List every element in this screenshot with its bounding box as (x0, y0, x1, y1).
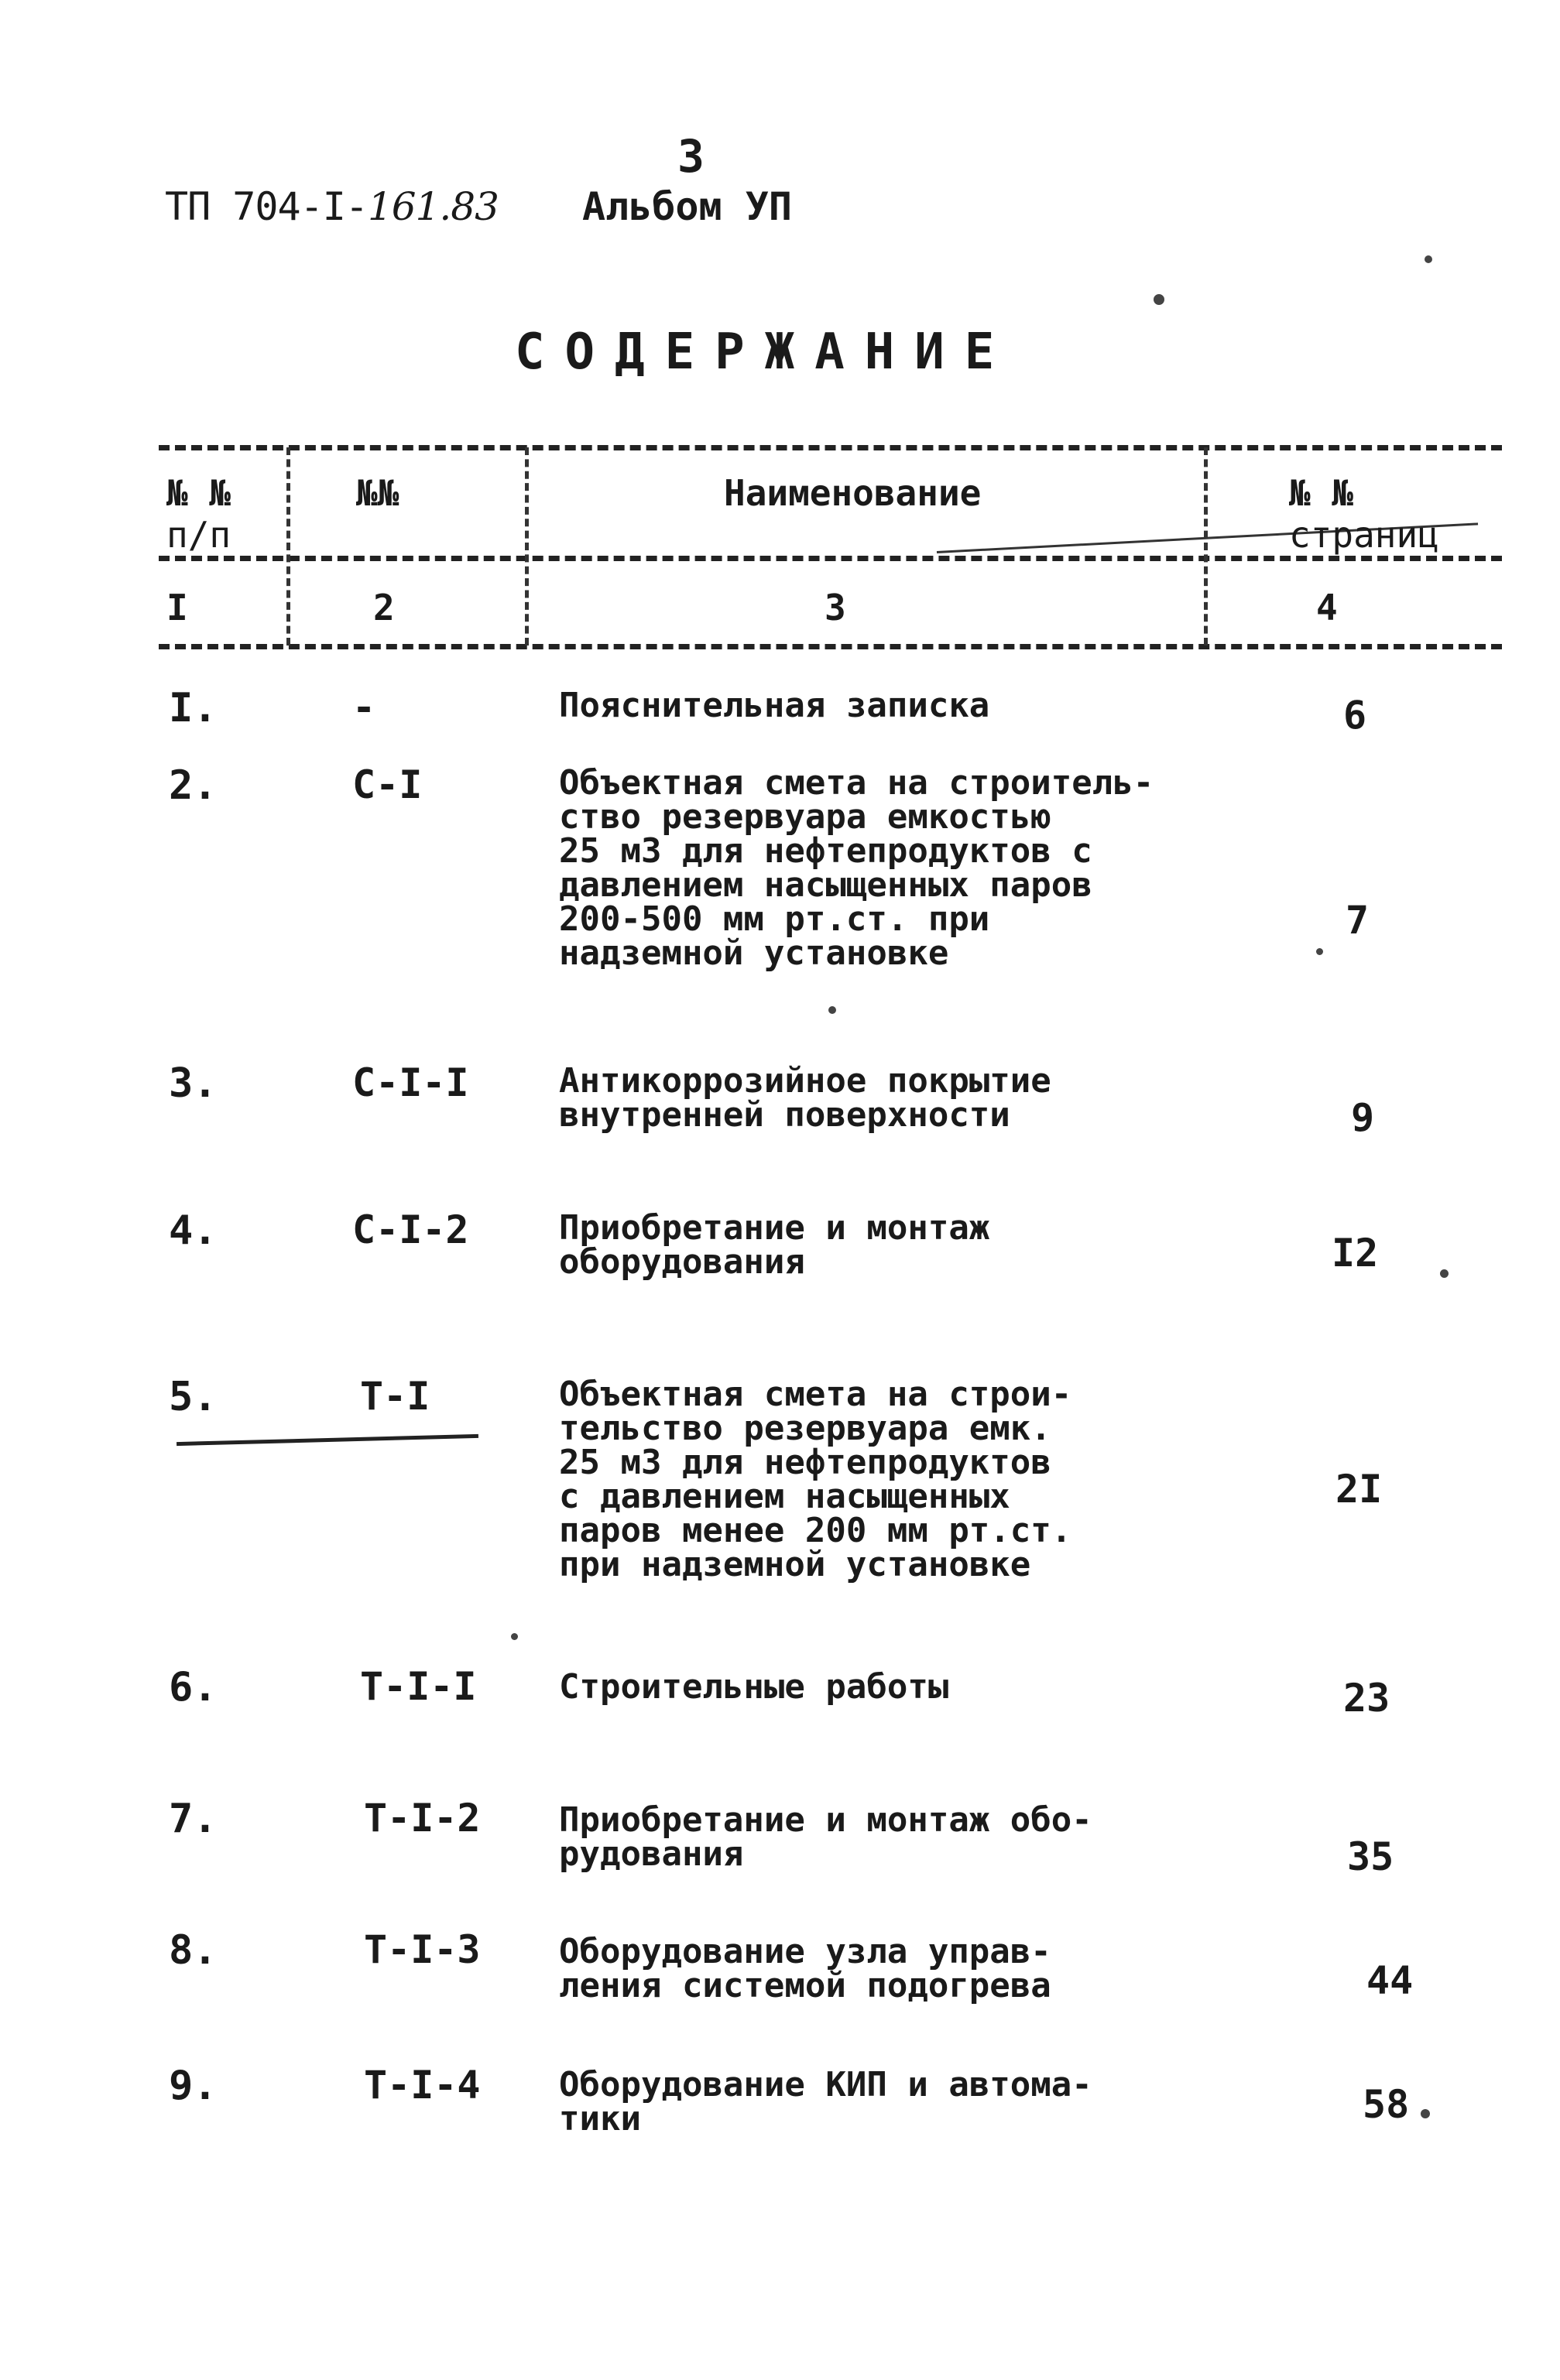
row-page: 2I (1335, 1467, 1383, 1512)
row-number: 8. (169, 1927, 218, 1974)
row-page: 44 (1366, 1958, 1414, 2003)
row-code: Т-I (360, 1374, 430, 1419)
document-code-typed: ТП 704-I- (165, 184, 368, 229)
pen-underline-stroke (177, 1434, 478, 1446)
col-header-num (166, 472, 231, 556)
row-code: Т-I-2 (364, 1796, 481, 1841)
col-number-1: I (166, 587, 188, 628)
table-numbers-rule (159, 644, 1502, 649)
row-code: Т-I-I (360, 1664, 477, 1709)
row-number: 2. (169, 762, 218, 809)
col-header-code: №№ (356, 472, 399, 514)
col-number-3: 3 (825, 587, 846, 628)
row-code: Т-I-3 (364, 1927, 481, 1972)
col-header-pages-line2: страниц (1289, 514, 1439, 556)
scan-speck (1421, 2109, 1430, 2118)
col-header-num-line2: п/п (166, 514, 231, 556)
row-name: Антикоррозийное покрытие внутренней поверхности (559, 1061, 1051, 1135)
document-code (165, 184, 499, 229)
row-name: Оборудование узла управ- ления системой подогрева (559, 1932, 1051, 2005)
row-number: I. (169, 685, 218, 731)
row-page: I2 (1332, 1231, 1379, 1276)
scan-speck (1316, 948, 1323, 955)
row-number: 7. (169, 1796, 218, 1842)
row-number: 5. (169, 1374, 218, 1420)
row-code: С-I (352, 762, 423, 807)
row-page: 7 (1346, 898, 1370, 943)
page-title: СОДЕРЖАНИЕ (515, 324, 1015, 381)
page-number: 3 (677, 130, 705, 183)
row-number: 6. (169, 1664, 218, 1711)
scan-speck (828, 1006, 836, 1014)
row-code: С-I-2 (352, 1207, 469, 1252)
column-divider-2 (525, 447, 529, 646)
row-code: - (352, 685, 376, 730)
row-name: Строительные работы (559, 1667, 949, 1707)
row-number: 3. (169, 1060, 218, 1107)
row-name: Объектная смета на строитель- ство резервуара емкостью 25 м3 для нефтепродуктов с давлением насыщенных паров 200-500 мм рт.ст. при надземной установке (559, 763, 1154, 973)
table-top-rule (159, 445, 1502, 450)
row-number: 9. (169, 2063, 218, 2109)
col-number-4: 4 (1316, 587, 1338, 628)
row-code: С-I-I (352, 1060, 469, 1105)
row-name: Оборудование КИП и автома- тики (559, 2065, 1092, 2139)
col-header-pages-line1: № № (1289, 472, 1354, 514)
scan-speck (511, 1633, 518, 1640)
row-page: 58 (1363, 2082, 1410, 2127)
scan-speck (1440, 1269, 1449, 1278)
scan-speck (1154, 294, 1164, 305)
row-name: Пояснительная записка (559, 686, 990, 725)
row-page: 9 (1351, 1095, 1375, 1140)
row-name: Приобретание и монтаж оборудования (559, 1208, 990, 1282)
row-name: Приобретание и монтаж обо- рудования (559, 1800, 1092, 1874)
row-page: 35 (1347, 1834, 1394, 1879)
table-header-rule (159, 556, 1502, 561)
col-header-pages (1289, 472, 1439, 556)
row-page: 6 (1343, 693, 1367, 738)
album-label: Альбом УП (582, 184, 792, 229)
col-header-num-line1: № № (166, 472, 231, 514)
column-divider-1 (286, 447, 290, 646)
row-code: Т-I-4 (364, 2063, 481, 2108)
col-header-name: Наименование (724, 472, 982, 514)
row-name: Объектная смета на строи- тельство резервуара емк. 25 м3 для нефтепродуктов с давлением насыщенных паров менее 200 мм рт.ст. при надземной установке (559, 1375, 1072, 1584)
row-number: 4. (169, 1207, 218, 1254)
row-page: 23 (1343, 1676, 1390, 1721)
column-divider-3 (1204, 447, 1208, 646)
col-number-2: 2 (373, 587, 395, 628)
document-code-handwritten: 161.83 (367, 184, 499, 229)
scan-speck (1425, 255, 1432, 263)
